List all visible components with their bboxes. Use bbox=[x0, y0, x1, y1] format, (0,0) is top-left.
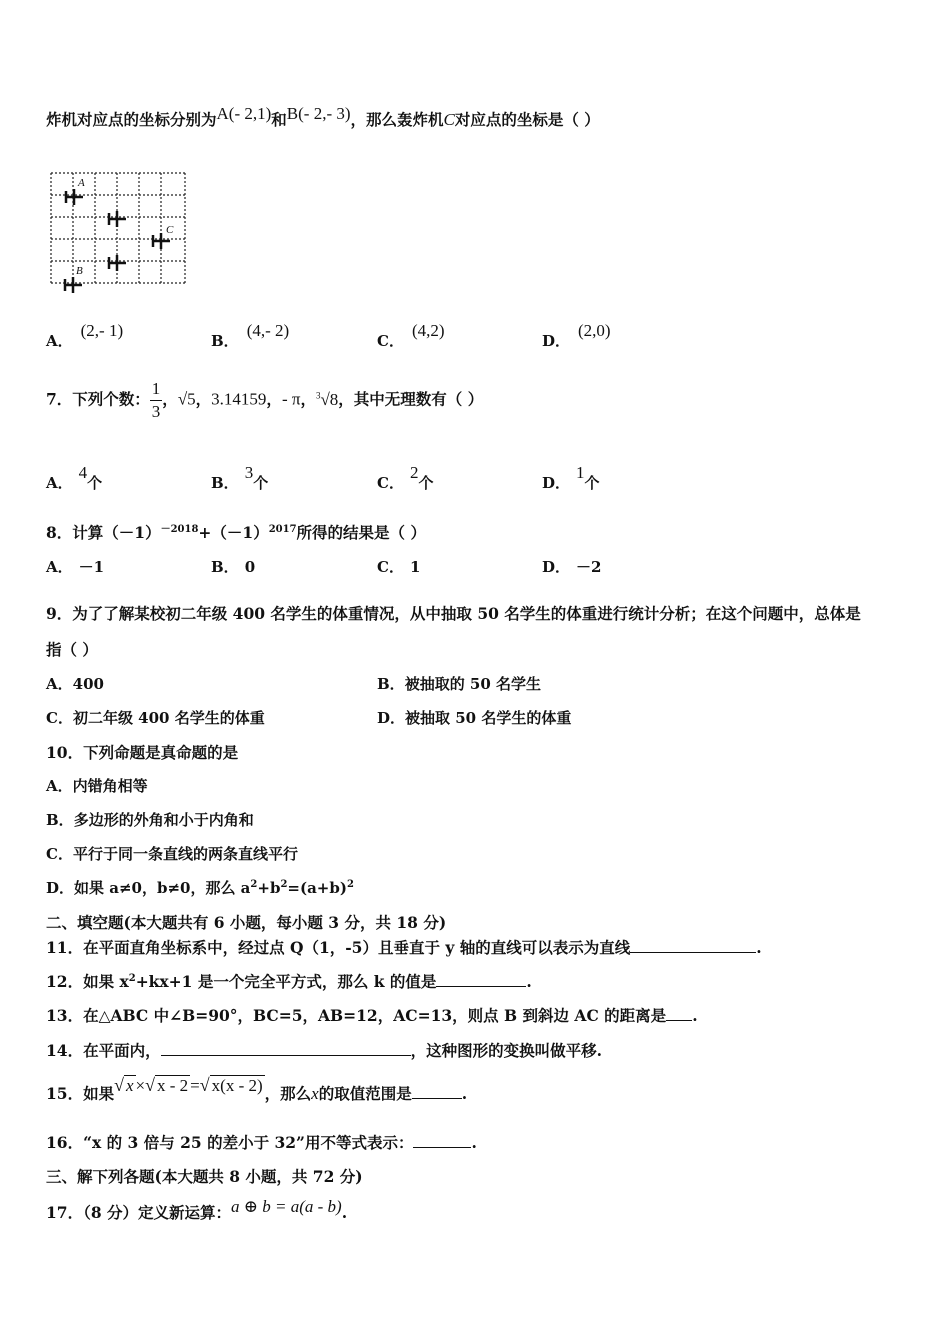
cube-root-eight: √8 bbox=[320, 389, 339, 409]
point-a-coord: A(- 2,1) bbox=[216, 104, 272, 123]
option-value: 初二年级 400 名学生的体重 bbox=[72, 709, 265, 727]
q7-stem-suffix: ，其中无理数有（ ） bbox=[338, 389, 484, 409]
q7-option-a[interactable] bbox=[46, 463, 103, 493]
option-value: 2 bbox=[409, 463, 419, 482]
variable-x: x bbox=[311, 1084, 319, 1103]
q10-option-c[interactable] bbox=[46, 843, 298, 864]
q10-option-a[interactable] bbox=[46, 775, 148, 796]
q6-option-c[interactable] bbox=[377, 321, 445, 351]
q12-text-a: 12．如果 x bbox=[46, 972, 129, 991]
q12-text-b: +kx+1 是一个完全平方式，那么 k 的值是 bbox=[135, 972, 437, 991]
option-label: C． bbox=[377, 332, 404, 350]
exponent: 2 bbox=[250, 879, 258, 890]
option-label: D． bbox=[542, 332, 571, 350]
option-value: (4,- 2) bbox=[246, 321, 290, 340]
q15: 15．如果√ x ×√ x - 2 =√ x(x - 2) ，那么x的取值范围是 . bbox=[46, 1075, 468, 1103]
q10-stem: 10．下列命题是真命题的是 bbox=[46, 743, 239, 762]
answer-blank[interactable] bbox=[630, 938, 756, 953]
q9-option-c[interactable] bbox=[46, 707, 265, 728]
q10-option-d[interactable] bbox=[46, 877, 354, 898]
q9-stem-line2: 指（ ） bbox=[46, 640, 98, 659]
option-value: (2,- 1) bbox=[80, 321, 124, 340]
plane-b-icon bbox=[64, 277, 82, 293]
q6-stem-end: 对应点的坐标是（ ） bbox=[454, 110, 600, 129]
period: . bbox=[692, 1006, 698, 1025]
option-label: D． bbox=[542, 474, 571, 492]
plane-a-icon bbox=[65, 189, 83, 205]
exponent: －2018 bbox=[160, 524, 199, 535]
option-label: A． bbox=[46, 332, 73, 350]
period: . bbox=[526, 972, 532, 991]
figure-label-b: B bbox=[76, 265, 83, 277]
option-value: 内错角相等 bbox=[72, 777, 148, 795]
answer-blank[interactable] bbox=[666, 1006, 692, 1021]
separator: ， bbox=[300, 389, 316, 409]
option-value: 被抽取的 50 名学生 bbox=[404, 675, 542, 693]
fraction-denominator: 3 bbox=[151, 402, 161, 421]
option-label: B． bbox=[211, 332, 239, 350]
q7-option-b[interactable] bbox=[211, 463, 269, 493]
option-value: 3 bbox=[244, 463, 254, 482]
option-label: A． bbox=[46, 474, 73, 492]
q15-text-a: 15．如果 bbox=[46, 1084, 115, 1103]
separator: ， bbox=[162, 389, 178, 409]
q15-text-c: 的取值范围是 bbox=[318, 1084, 412, 1103]
option-label: B． bbox=[46, 811, 74, 829]
equals-sign: = bbox=[190, 1076, 200, 1095]
option-value: 平行于同一条直线的两条直线平行 bbox=[72, 845, 298, 863]
fraction-one-third bbox=[150, 378, 163, 423]
option-value: (2,0) bbox=[578, 321, 611, 340]
decimal-value: 3.14159 bbox=[211, 389, 267, 409]
operation-formula: a ⊕ b = a(a - b) bbox=[231, 1197, 342, 1216]
option-value: 多边形的外角和小于内角和 bbox=[73, 811, 254, 829]
times-sign: × bbox=[135, 1076, 146, 1095]
sqrt-x-minus-2: x - 2 bbox=[157, 1076, 189, 1095]
q6-option-d[interactable] bbox=[542, 321, 611, 351]
q16-text: 16．“x 的 3 倍与 25 的差小于 32”用不等式表示： bbox=[46, 1133, 414, 1152]
option-label: B． bbox=[211, 474, 239, 492]
option-value-tail: +b bbox=[257, 879, 281, 897]
q8-stem-c: 所得的结果是（ ） bbox=[296, 523, 426, 543]
figure-label-a: A bbox=[78, 177, 85, 189]
negative-pi: - π bbox=[281, 389, 301, 409]
sqrt-five: √5 bbox=[177, 389, 196, 409]
q8-stem-b: +（－1） bbox=[198, 523, 269, 543]
section-3-heading: 三、解下列各题(本大题共 8 小题，共 72 分) bbox=[46, 1167, 363, 1186]
figure-label-c: C bbox=[166, 224, 174, 236]
sqrt-x: x bbox=[125, 1076, 134, 1095]
plane-icon bbox=[108, 211, 126, 227]
answer-blank[interactable] bbox=[412, 1084, 462, 1099]
option-value: 400 bbox=[72, 675, 104, 693]
option-value: 1 bbox=[409, 558, 421, 576]
option-label: D． bbox=[542, 558, 571, 576]
option-label: B． bbox=[377, 675, 405, 693]
option-unit: 个 bbox=[87, 474, 103, 492]
q8-option-b[interactable] bbox=[211, 556, 255, 577]
option-label: D． bbox=[377, 709, 406, 727]
q11 bbox=[46, 936, 910, 958]
q6-and: 和 bbox=[271, 110, 287, 129]
exponent: 2017 bbox=[268, 524, 297, 535]
period: . bbox=[461, 1084, 468, 1103]
q7-stem-prefix: 7．下列个数： bbox=[46, 389, 150, 409]
q7-stem bbox=[46, 378, 910, 423]
option-label: A． bbox=[46, 777, 73, 795]
answer-blank[interactable] bbox=[413, 1133, 471, 1148]
q8-option-d[interactable] bbox=[542, 556, 601, 577]
q9-option-d[interactable] bbox=[377, 707, 571, 728]
option-label: C． bbox=[377, 474, 404, 492]
option-label: B． bbox=[211, 558, 239, 576]
option-value: 被抽取 50 名学生的体重 bbox=[405, 709, 572, 727]
q6-option-a[interactable] bbox=[46, 321, 124, 351]
option-value: (4,2) bbox=[411, 321, 445, 340]
q7-option-d[interactable] bbox=[542, 463, 600, 493]
q8-stem bbox=[46, 520, 910, 543]
period: . bbox=[756, 938, 762, 957]
q11-text: 11．在平面直角坐标系中，经过点 Q（1，-5）且垂直于 y 轴的直线可以表示为直线 bbox=[46, 938, 631, 957]
q7-option-c[interactable] bbox=[377, 463, 434, 493]
fraction-numerator: 1 bbox=[150, 378, 163, 401]
answer-blank[interactable] bbox=[436, 972, 526, 987]
q16 bbox=[46, 1131, 910, 1153]
option-value: 1 bbox=[576, 463, 585, 482]
option-label: C． bbox=[46, 709, 73, 727]
plane-grid-figure bbox=[48, 168, 190, 296]
q17-text: 17．（8 分）定义新运算： bbox=[46, 1203, 232, 1222]
period: . bbox=[471, 1133, 477, 1152]
q13 bbox=[46, 1004, 910, 1026]
option-label: D． bbox=[46, 879, 75, 897]
period: . bbox=[341, 1203, 348, 1222]
option-value: 0 bbox=[244, 558, 256, 576]
q6-stem-suffix: ，那么轰炸机 bbox=[350, 110, 444, 129]
q9-option-b[interactable] bbox=[377, 673, 541, 694]
q8-option-c[interactable] bbox=[377, 556, 420, 577]
option-value-tail: =(a+b) bbox=[287, 879, 347, 897]
cube-root-index: 3 bbox=[315, 389, 321, 400]
q9-stem-line1: 9．为了了解某校初二年级 400 名学生的体重情况，从中抽取 50 名学生的体重进行统计分析；在这个问题中，总体是 bbox=[46, 604, 861, 623]
exponent: 2 bbox=[280, 879, 288, 890]
separator: ， bbox=[195, 389, 212, 409]
plane-icon bbox=[108, 255, 126, 271]
option-value: 4 bbox=[78, 463, 88, 482]
q6-stem-prefix: 炸机对应点的坐标分别为 bbox=[46, 110, 217, 129]
q10-option-b[interactable] bbox=[46, 809, 254, 830]
q6-stem bbox=[46, 104, 910, 130]
option-value: －1 bbox=[78, 558, 105, 576]
q8-stem-a: 8．计算（－1） bbox=[46, 523, 161, 543]
point-c-label: C bbox=[443, 110, 455, 129]
q6-option-b[interactable] bbox=[211, 321, 290, 351]
q14 bbox=[46, 1039, 910, 1061]
option-value: －2 bbox=[576, 558, 602, 576]
exponent: 2 bbox=[346, 879, 354, 890]
q15-text-b: ，那么 bbox=[264, 1084, 312, 1103]
option-value: 如果 a≠0，b≠0，那么 a bbox=[74, 879, 251, 897]
section-2-heading: 二、填空题(本大题共有 6 小题，每小题 3 分，共 18 分) bbox=[46, 913, 447, 932]
option-unit: 个 bbox=[584, 474, 600, 492]
q8-option-a[interactable] bbox=[46, 556, 104, 577]
q17 bbox=[46, 1197, 910, 1223]
option-label: A． bbox=[46, 675, 73, 693]
separator: ， bbox=[266, 389, 282, 409]
q14-text-a: 14．在平面内， bbox=[46, 1041, 161, 1060]
sqrt-product: x(x - 2) bbox=[211, 1076, 263, 1095]
q9-option-a[interactable] bbox=[46, 673, 104, 694]
q13-text: 13．在△ABC 中∠B=90°，BC=5，AB=12，AC=13，则点 B 到斜边 AC 的距离是 bbox=[46, 1006, 667, 1025]
q14-text-b: ，这种图形的变换叫做平移. bbox=[410, 1041, 602, 1060]
answer-blank[interactable] bbox=[161, 1041, 411, 1056]
option-label: C． bbox=[46, 845, 73, 863]
option-unit: 个 bbox=[418, 474, 434, 492]
point-b-coord: B(- 2,- 3) bbox=[286, 104, 351, 123]
option-label: C． bbox=[377, 558, 404, 576]
q12 bbox=[46, 970, 910, 992]
exponent: 2 bbox=[128, 972, 136, 984]
option-unit: 个 bbox=[253, 474, 269, 492]
option-label: A． bbox=[46, 558, 73, 576]
